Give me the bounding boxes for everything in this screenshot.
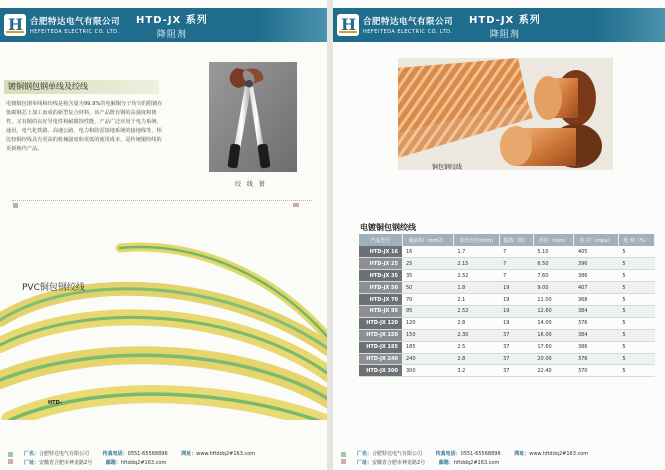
table-row	[359, 305, 655, 317]
cell-tensile: 376	[574, 353, 618, 365]
footer-marker-green	[8, 452, 13, 457]
footer-label-email: 邮箱：	[105, 460, 121, 466]
cell-wire-diameter: 2.30	[453, 329, 499, 341]
cell-model: HTD-JX 150	[359, 329, 402, 341]
cell-strands: 37	[499, 329, 533, 341]
company-name-cn: 合肥特达电气有限公司	[363, 17, 454, 27]
tool-caption: 绞 线 钳	[235, 181, 267, 188]
series-name: HTD-JX 系列	[136, 14, 208, 26]
copper-strand-reels-photo	[398, 58, 613, 170]
table-row	[359, 282, 655, 294]
reels-caption: 铜包钢绞线	[432, 164, 463, 171]
cell-model: HTD-JX 95	[359, 305, 402, 317]
footer-marker-pink	[8, 459, 13, 464]
cell-cross-section: 300	[402, 365, 453, 377]
cell-wire-diameter: 2.52	[453, 305, 499, 317]
cell-wire-diameter: 2.15	[453, 258, 499, 270]
right-page	[333, 0, 665, 470]
cell-cross-section: 70	[402, 294, 453, 306]
cell-wire-diameter: 2.8	[453, 317, 499, 329]
cell-outer-diameter: 17.60	[533, 341, 574, 353]
cell-elongation: 5	[618, 246, 654, 258]
table-row	[359, 341, 655, 353]
company-name-en: HEFEITEDA ELECTRIC CO. LTD.	[30, 29, 120, 35]
cell-elongation: 5	[618, 282, 654, 294]
cable-cutter-photo	[209, 62, 297, 172]
series-sub: 降阻剂	[156, 29, 187, 40]
cell-cross-section: 95	[402, 305, 453, 317]
table-row	[359, 353, 655, 365]
series-sub: 降阻剂	[489, 29, 520, 40]
cell-outer-diameter: 5.10	[533, 246, 574, 258]
left-page	[0, 0, 327, 470]
footer-marker-green	[341, 452, 346, 457]
company-name-cn: 合肥特达电气有限公司	[30, 17, 121, 27]
cell-wire-diameter: 1.8	[453, 282, 499, 294]
footer-label-company: 厂名：	[357, 451, 373, 457]
cell-tensile: 368	[574, 294, 618, 306]
cell-cross-section: 35	[402, 270, 453, 282]
spec-table-title: 电镀铜包钢绞线	[360, 223, 416, 232]
col-tensile: 抗 拉（mpa）	[574, 234, 618, 246]
cell-elongation: 5	[618, 365, 654, 377]
footer-address: 安徽省合肥市神龙路2号	[39, 460, 93, 466]
spec-table-header	[359, 234, 655, 246]
series-name: HTD-JX 系列	[469, 14, 541, 26]
cell-elongation: 5	[618, 305, 654, 317]
cell-wire-diameter: 2.5	[453, 341, 499, 353]
pvc-wire-photo	[0, 230, 327, 420]
cell-wire-diameter: 3.2	[453, 365, 499, 377]
page-header	[333, 8, 665, 42]
col-model: 产品型号	[359, 234, 402, 246]
cell-strands: 19	[499, 282, 533, 294]
footer-marker-pink	[341, 459, 346, 464]
cell-cross-section: 185	[402, 341, 453, 353]
footer-fax: 0551-65568896	[127, 451, 168, 457]
footer-label-web: 网址：	[181, 451, 197, 457]
cell-model: HTD-JX 35	[359, 270, 402, 282]
col-strands: 股数（根）	[499, 234, 533, 246]
cell-cross-section: 150	[402, 329, 453, 341]
cell-model: HTD-JX 240	[359, 353, 402, 365]
cell-tensile: 384	[574, 329, 618, 341]
footer-web[interactable]: www.hftddq2#163.com	[529, 451, 589, 457]
company-name-en: HEFEITEDA ELECTRIC CO. LTD.	[363, 29, 453, 35]
cell-outer-diameter: 6.50	[533, 258, 574, 270]
cell-outer-diameter: 14.00	[533, 317, 574, 329]
cell-outer-diameter: 7.60	[533, 270, 574, 282]
cell-tensile: 386	[574, 270, 618, 282]
table-row	[359, 329, 655, 341]
cell-cross-section: 120	[402, 317, 453, 329]
company-logo-icon	[4, 14, 26, 36]
footer-label-fax: 传真电话：	[435, 451, 461, 457]
cell-model: HTD-JX 185	[359, 341, 402, 353]
cell-elongation: 5	[618, 353, 654, 365]
col-cross-section: 截面积（mm2）	[402, 234, 453, 246]
cell-elongation: 5	[618, 317, 654, 329]
cell-elongation: 5	[618, 258, 654, 270]
series-title	[136, 11, 208, 40]
page-footer	[333, 444, 665, 470]
cell-strands: 7	[499, 258, 533, 270]
cell-elongation: 5	[618, 270, 654, 282]
cell-outer-diameter: 16.00	[533, 329, 574, 341]
cell-wire-diameter: 2.8	[453, 353, 499, 365]
cell-strands: 19	[499, 305, 533, 317]
cell-tensile: 407	[574, 282, 618, 294]
table-row	[359, 270, 655, 282]
cell-elongation: 5	[618, 329, 654, 341]
cell-strands: 7	[499, 270, 533, 282]
footer-label-company: 厂名：	[24, 451, 40, 457]
cell-outer-diameter: 22.40	[533, 365, 574, 377]
divider-marker-left	[13, 203, 18, 208]
header-stripe	[257, 8, 327, 42]
cell-strands: 19	[499, 317, 533, 329]
header-stripe	[595, 8, 665, 42]
table-row	[359, 258, 655, 270]
page-footer	[0, 444, 327, 470]
table-row	[359, 294, 655, 306]
dotted-divider	[12, 200, 312, 201]
table-row	[359, 317, 655, 329]
cell-wire-diameter: 2.1	[453, 294, 499, 306]
table-row	[359, 246, 655, 258]
footer-label-email: 邮箱：	[438, 460, 454, 466]
cell-strands: 37	[499, 341, 533, 353]
cell-outer-diameter: 11.00	[533, 294, 574, 306]
cell-outer-diameter: 20.00	[533, 353, 574, 365]
cell-model: HTD-JX 70	[359, 294, 402, 306]
cell-cross-section: 16	[402, 246, 453, 258]
footer-label-address: 厂址：	[24, 460, 40, 466]
cell-tensile: 376	[574, 317, 618, 329]
col-wire-diameter: 单丝直径(mm)	[453, 234, 499, 246]
footer-company: 合肥特达电气有限公司	[39, 451, 90, 457]
cell-model: HTD-JX 50	[359, 282, 402, 294]
footer-label-fax: 传真电话：	[102, 451, 128, 457]
product-description: 电镀铜包钢单线和绞线是将含量为99.9%的电解铜分子均匀的附镀在低碳钢芯上加工而成的新型复合材料，该产品既有钢的高强度和韧性，又有铜的良好导电性和耐腐蚀性能，产品广泛应用于电力系统、通讯、电气化铁路、高速公路、电力和防雷接地系统的接地线等，相比较铜绞线具有更高的机械强度和更低的使用成本，是传统铜绞线的更新换代产品。	[6, 101, 163, 153]
cell-model: HTD-JX 16	[359, 246, 402, 258]
cell-strands: 7	[499, 246, 533, 258]
cell-tensile: 370	[574, 365, 618, 377]
series-title	[469, 11, 541, 40]
footer-address: 安徽省合肥市神龙路2号	[372, 460, 426, 466]
cell-outer-diameter: 12.60	[533, 305, 574, 317]
cell-outer-diameter: 9.00	[533, 282, 574, 294]
footer-email[interactable]: hftddq2#163.com	[453, 460, 500, 466]
footer-fax: 0551-65568896	[460, 451, 501, 457]
cell-elongation: 5	[618, 341, 654, 353]
cell-model: HTD-JX 300	[359, 365, 402, 377]
cell-model: HTD-JX 120	[359, 317, 402, 329]
cell-strands: 37	[499, 365, 533, 377]
htd-label: HTD-	[48, 400, 62, 406]
cell-wire-diameter: 1.7	[453, 246, 499, 258]
cell-wire-diameter: 2.52	[453, 270, 499, 282]
col-outer-diameter: 外径（mm）	[533, 234, 574, 246]
cell-tensile: 384	[574, 305, 618, 317]
col-elongation: 延 伸（%）	[618, 234, 654, 246]
spec-table	[359, 234, 655, 377]
company-logo-icon	[337, 14, 359, 36]
footer-label-web: 网址：	[514, 451, 530, 457]
cell-tensile: 396	[574, 258, 618, 270]
divider-marker-right	[293, 203, 299, 207]
cell-model: HTD-JX 25	[359, 258, 402, 270]
footer-email[interactable]: hftddq2#163.com	[120, 460, 167, 466]
cell-cross-section: 25	[402, 258, 453, 270]
table-row	[359, 365, 655, 377]
footer-company: 合肥特达电气有限公司	[372, 451, 423, 457]
cell-cross-section: 50	[402, 282, 453, 294]
cell-tensile: 386	[574, 341, 618, 353]
company-name	[363, 15, 455, 35]
cell-elongation: 5	[618, 294, 654, 306]
company-name	[30, 15, 122, 35]
cell-strands: 37	[499, 353, 533, 365]
cell-cross-section: 240	[402, 353, 453, 365]
footer-label-address: 厂址：	[357, 460, 373, 466]
cell-strands: 19	[499, 294, 533, 306]
page-header	[0, 8, 327, 42]
pvc-wire-title: PVC铜包钢绞线	[22, 283, 85, 293]
section-title: 镀铜钢包钢单线及绞线	[4, 80, 159, 94]
footer-web[interactable]: www.hftddq2#163.com	[196, 451, 256, 457]
cell-tensile: 405	[574, 246, 618, 258]
